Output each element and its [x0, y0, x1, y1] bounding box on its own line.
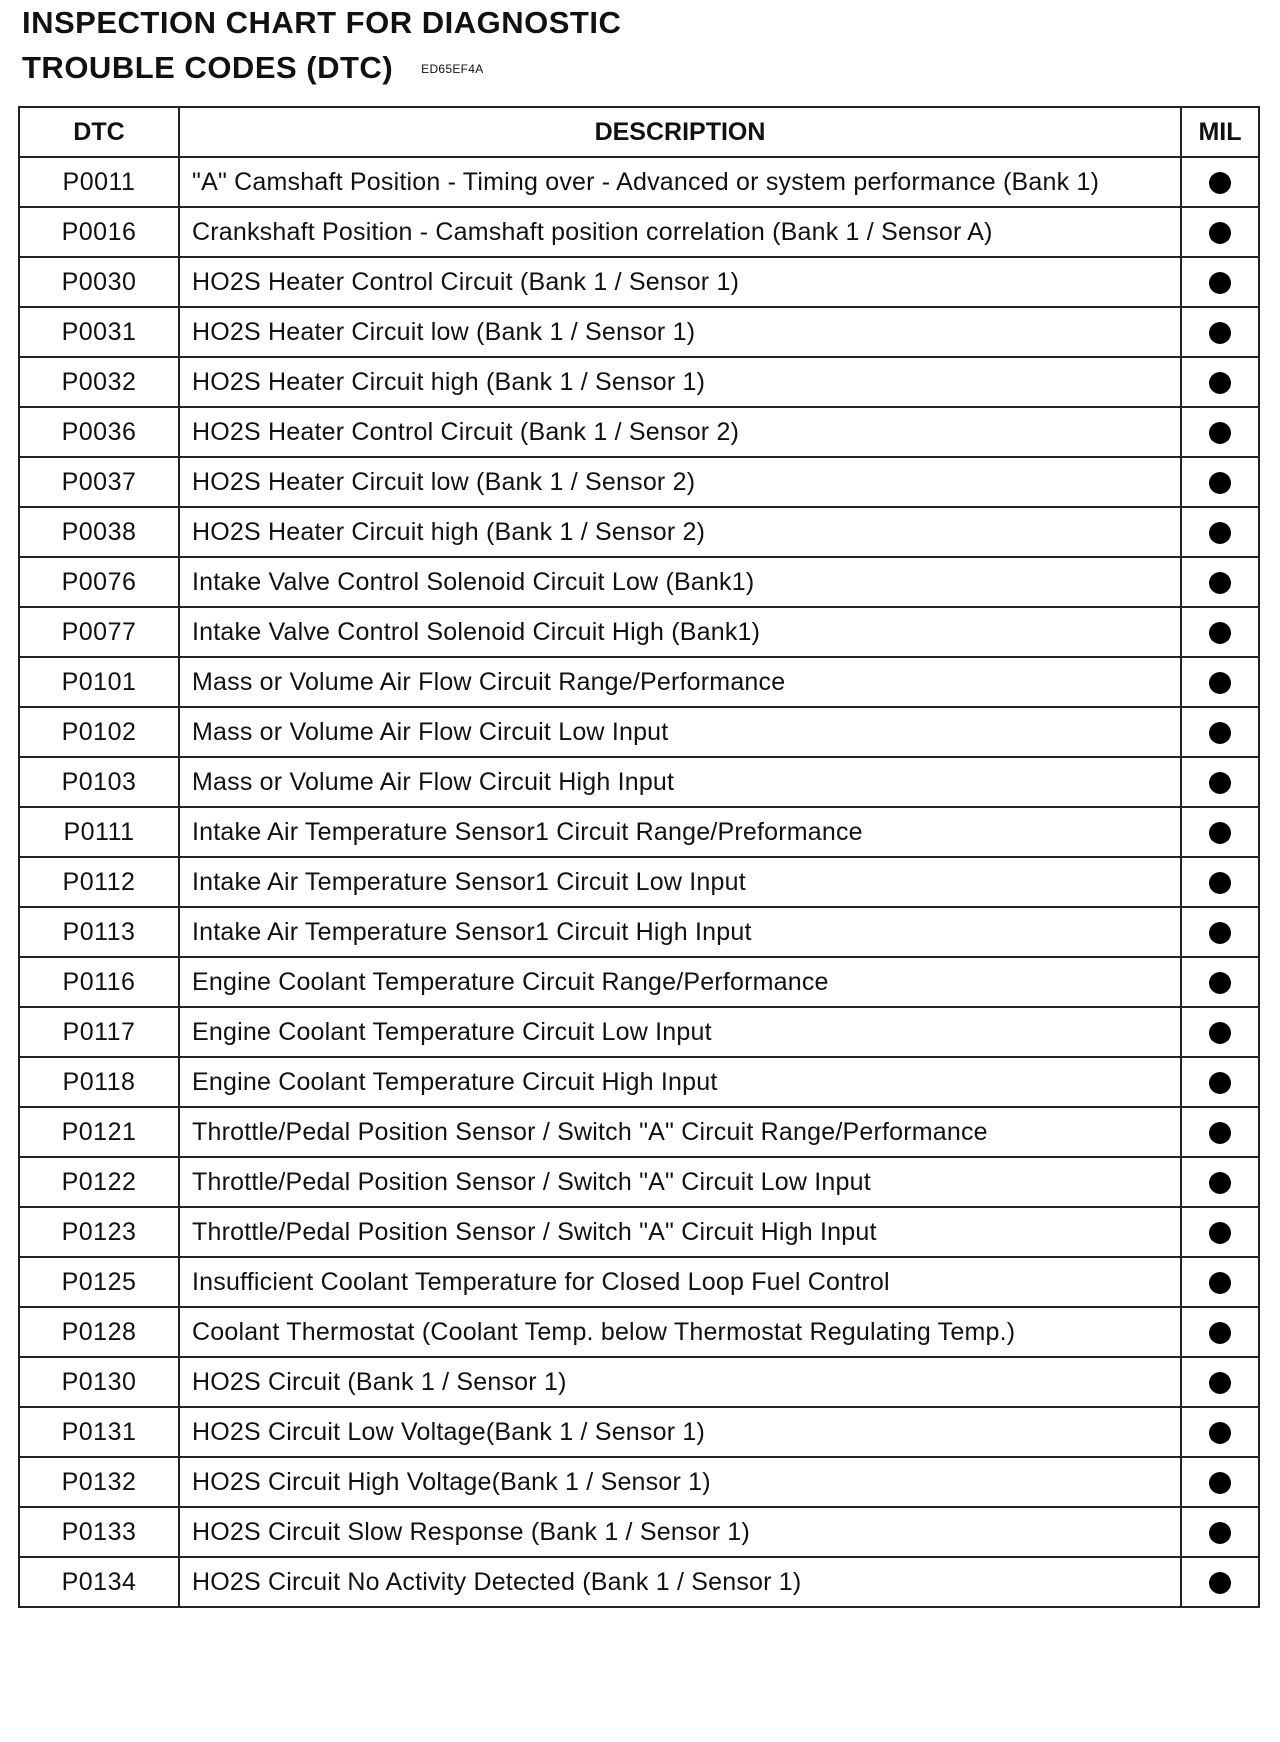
table-header-row	[19, 107, 1259, 157]
mil-indicator-dot-icon	[1209, 1572, 1231, 1594]
dtc-code-cell: P0101	[19, 657, 179, 707]
dtc-code-cell: P0111	[19, 807, 179, 857]
mil-cell	[1181, 1357, 1259, 1407]
mil-indicator-dot-icon	[1209, 722, 1231, 744]
mil-cell	[1181, 557, 1259, 607]
table-row	[19, 757, 1259, 807]
mil-cell	[1181, 757, 1259, 807]
table-row	[19, 957, 1259, 1007]
dtc-description-cell: HO2S Circuit (Bank 1 / Sensor 1)	[179, 1357, 1181, 1407]
mil-indicator-dot-icon	[1209, 1422, 1231, 1444]
mil-cell	[1181, 1557, 1259, 1607]
mil-indicator-dot-icon	[1209, 1272, 1231, 1294]
dtc-description-cell: HO2S Heater Circuit high (Bank 1 / Sensor 1)	[179, 357, 1181, 407]
table-row	[19, 1107, 1259, 1157]
table-row	[19, 907, 1259, 957]
table-row	[19, 357, 1259, 407]
dtc-description-cell: Insufficient Coolant Temperature for Closed Loop Fuel Control	[179, 1257, 1181, 1307]
table-row	[19, 657, 1259, 707]
dtc-description-cell: HO2S Heater Control Circuit (Bank 1 / Sensor 1)	[179, 257, 1181, 307]
mil-indicator-dot-icon	[1209, 372, 1231, 394]
mil-indicator-dot-icon	[1209, 1122, 1231, 1144]
mil-indicator-dot-icon	[1209, 1222, 1231, 1244]
dtc-code-cell: P0077	[19, 607, 179, 657]
table-row	[19, 457, 1259, 507]
mil-cell	[1181, 807, 1259, 857]
page-heading	[22, 0, 621, 92]
dtc-description-cell: "A" Camshaft Position - Timing over - Advanced or system performance (Bank 1)	[179, 157, 1181, 207]
dtc-description-cell: HO2S Heater Control Circuit (Bank 1 / Sensor 2)	[179, 407, 1181, 457]
table-row	[19, 1357, 1259, 1407]
dtc-code-cell: P0036	[19, 407, 179, 457]
table-row	[19, 507, 1259, 557]
dtc-code-cell: P0118	[19, 1057, 179, 1107]
mil-indicator-dot-icon	[1209, 1372, 1231, 1394]
mil-cell	[1181, 307, 1259, 357]
dtc-code-cell: P0133	[19, 1507, 179, 1557]
mil-cell	[1181, 1107, 1259, 1157]
mil-indicator-dot-icon	[1209, 1022, 1231, 1044]
table-row	[19, 407, 1259, 457]
dtc-code-cell: P0031	[19, 307, 179, 357]
mil-indicator-dot-icon	[1209, 822, 1231, 844]
mil-cell	[1181, 457, 1259, 507]
mil-cell	[1181, 357, 1259, 407]
dtc-code-cell: P0037	[19, 457, 179, 507]
dtc-description-cell: Throttle/Pedal Position Sensor / Switch "A" Circuit High Input	[179, 1207, 1181, 1257]
table-row	[19, 1007, 1259, 1057]
mil-cell	[1181, 1407, 1259, 1457]
mil-indicator-dot-icon	[1209, 172, 1231, 194]
mil-indicator-dot-icon	[1209, 1072, 1231, 1094]
mil-cell	[1181, 657, 1259, 707]
mil-indicator-dot-icon	[1209, 1172, 1231, 1194]
dtc-description-cell: Intake Valve Control Solenoid Circuit Low (Bank1)	[179, 557, 1181, 607]
table-row	[19, 1057, 1259, 1107]
table-row	[19, 1507, 1259, 1557]
mil-cell	[1181, 607, 1259, 657]
dtc-description-cell: Engine Coolant Temperature Circuit Low Input	[179, 1007, 1181, 1057]
dtc-description-cell: HO2S Heater Circuit low (Bank 1 / Sensor 1)	[179, 307, 1181, 357]
table-row	[19, 257, 1259, 307]
dtc-code-cell: P0122	[19, 1157, 179, 1207]
dtc-description-cell: Mass or Volume Air Flow Circuit Low Input	[179, 707, 1181, 757]
table-row	[19, 207, 1259, 257]
mil-cell	[1181, 257, 1259, 307]
dtc-description-cell: Throttle/Pedal Position Sensor / Switch "A" Circuit Range/Performance	[179, 1107, 1181, 1157]
dtc-code-cell: P0117	[19, 1007, 179, 1057]
mil-cell	[1181, 1057, 1259, 1107]
dtc-code-cell: P0123	[19, 1207, 179, 1257]
dtc-code-cell: P0125	[19, 1257, 179, 1307]
dtc-description-cell: Engine Coolant Temperature Circuit Range/Performance	[179, 957, 1181, 1007]
dtc-description-cell: HO2S Heater Circuit high (Bank 1 / Sensor 2)	[179, 507, 1181, 557]
table-row	[19, 157, 1259, 207]
dtc-description-cell: HO2S Heater Circuit low (Bank 1 / Sensor 2)	[179, 457, 1181, 507]
mil-indicator-dot-icon	[1209, 1322, 1231, 1344]
document-code: ED65EF4A	[421, 62, 484, 77]
table-row	[19, 607, 1259, 657]
mil-indicator-dot-icon	[1209, 672, 1231, 694]
dtc-code-cell: P0134	[19, 1557, 179, 1607]
mil-cell	[1181, 1207, 1259, 1257]
mil-cell	[1181, 857, 1259, 907]
mil-indicator-dot-icon	[1209, 1522, 1231, 1544]
table-row	[19, 707, 1259, 757]
mil-cell	[1181, 1257, 1259, 1307]
table-row	[19, 1407, 1259, 1457]
table-body	[19, 157, 1259, 1607]
dtc-code-cell: P0038	[19, 507, 179, 557]
dtc-description-cell: HO2S Circuit No Activity Detected (Bank 1 / Sensor 1)	[179, 1557, 1181, 1607]
mil-cell	[1181, 507, 1259, 557]
mil-indicator-dot-icon	[1209, 772, 1231, 794]
mil-indicator-dot-icon	[1209, 572, 1231, 594]
mil-indicator-dot-icon	[1209, 522, 1231, 544]
dtc-code-cell: P0030	[19, 257, 179, 307]
dtc-description-cell: Intake Air Temperature Sensor1 Circuit Low Input	[179, 857, 1181, 907]
mil-indicator-dot-icon	[1209, 422, 1231, 444]
dtc-code-cell: P0121	[19, 1107, 179, 1157]
dtc-description-cell: HO2S Circuit Low Voltage(Bank 1 / Sensor 1)	[179, 1407, 1181, 1457]
table-row	[19, 1207, 1259, 1257]
dtc-description-cell: Throttle/Pedal Position Sensor / Switch "A" Circuit Low Input	[179, 1157, 1181, 1207]
mil-indicator-dot-icon	[1209, 222, 1231, 244]
dtc-code-cell: P0103	[19, 757, 179, 807]
dtc-code-cell: P0011	[19, 157, 179, 207]
table-row	[19, 807, 1259, 857]
dtc-description-cell: Intake Valve Control Solenoid Circuit High (Bank1)	[179, 607, 1181, 657]
dtc-description-cell: Intake Air Temperature Sensor1 Circuit High Input	[179, 907, 1181, 957]
heading-line-2	[22, 45, 621, 92]
column-header-description: DESCRIPTION	[179, 107, 1181, 157]
table-row	[19, 557, 1259, 607]
dtc-code-cell: P0112	[19, 857, 179, 907]
table-row	[19, 1457, 1259, 1507]
dtc-code-cell: P0102	[19, 707, 179, 757]
mil-cell	[1181, 1007, 1259, 1057]
mil-indicator-dot-icon	[1209, 322, 1231, 344]
dtc-description-cell: HO2S Circuit High Voltage(Bank 1 / Sensor 1)	[179, 1457, 1181, 1507]
table-row	[19, 1557, 1259, 1607]
dtc-code-cell: P0076	[19, 557, 179, 607]
heading-line-1: INSPECTION CHART FOR DIAGNOSTIC	[22, 5, 622, 40]
dtc-code-cell: P0016	[19, 207, 179, 257]
mil-cell	[1181, 157, 1259, 207]
mil-cell	[1181, 1457, 1259, 1507]
dtc-description-cell: Mass or Volume Air Flow Circuit Range/Performance	[179, 657, 1181, 707]
mil-cell	[1181, 907, 1259, 957]
dtc-code-cell: P0132	[19, 1457, 179, 1507]
dtc-description-cell: Coolant Thermostat (Coolant Temp. below Thermostat Regulating Temp.)	[179, 1307, 1181, 1357]
table-row	[19, 1157, 1259, 1207]
mil-cell	[1181, 407, 1259, 457]
mil-cell	[1181, 207, 1259, 257]
mil-indicator-dot-icon	[1209, 622, 1231, 644]
mil-cell	[1181, 707, 1259, 757]
mil-indicator-dot-icon	[1209, 972, 1231, 994]
column-header-mil: MIL	[1181, 107, 1259, 157]
heading-line-2-text: TROUBLE CODES (DTC)	[22, 50, 394, 85]
mil-indicator-dot-icon	[1209, 922, 1231, 944]
mil-indicator-dot-icon	[1209, 1472, 1231, 1494]
mil-indicator-dot-icon	[1209, 472, 1231, 494]
dtc-description-cell: Engine Coolant Temperature Circuit High Input	[179, 1057, 1181, 1107]
table-row	[19, 1257, 1259, 1307]
mil-cell	[1181, 1157, 1259, 1207]
dtc-description-cell: Mass or Volume Air Flow Circuit High Input	[179, 757, 1181, 807]
dtc-code-cell: P0116	[19, 957, 179, 1007]
dtc-description-cell: Intake Air Temperature Sensor1 Circuit Range/Preformance	[179, 807, 1181, 857]
table-row	[19, 1307, 1259, 1357]
dtc-description-cell: HO2S Circuit Slow Response (Bank 1 / Sensor 1)	[179, 1507, 1181, 1557]
mil-cell	[1181, 1507, 1259, 1557]
mil-cell	[1181, 957, 1259, 1007]
dtc-code-cell: P0128	[19, 1307, 179, 1357]
dtc-code-cell: P0113	[19, 907, 179, 957]
dtc-code-cell: P0131	[19, 1407, 179, 1457]
dtc-inspection-table	[18, 106, 1260, 1608]
mil-indicator-dot-icon	[1209, 872, 1231, 894]
dtc-description-cell: Crankshaft Position - Camshaft position correlation (Bank 1 / Sensor A)	[179, 207, 1181, 257]
mil-indicator-dot-icon	[1209, 272, 1231, 294]
dtc-code-cell: P0032	[19, 357, 179, 407]
mil-cell	[1181, 1307, 1259, 1357]
table-row	[19, 857, 1259, 907]
table-row	[19, 307, 1259, 357]
dtc-code-cell: P0130	[19, 1357, 179, 1407]
column-header-dtc: DTC	[19, 107, 179, 157]
